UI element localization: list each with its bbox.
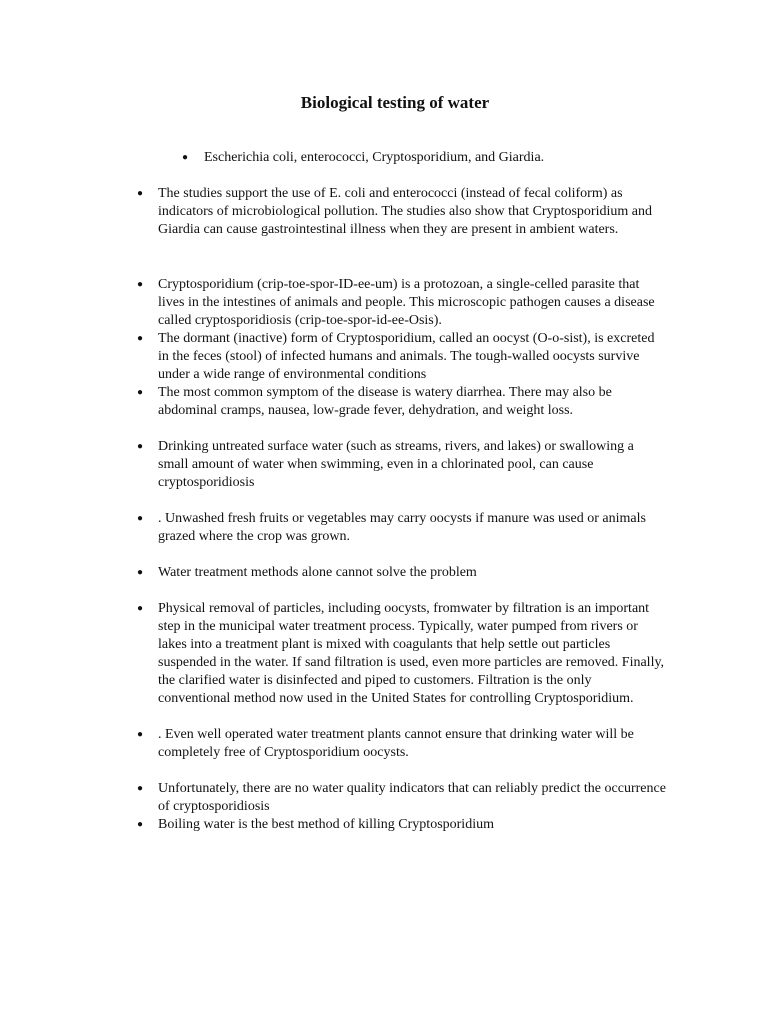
list-item-text: . Unwashed fresh fruits or vegetables may carry oocysts if manure was used or animals grazed where the crop was grown.: [158, 511, 646, 544]
bullet-icon: ●: [137, 279, 144, 290]
bullet-icon: ●: [137, 729, 144, 740]
bullet-icon: ●: [182, 152, 189, 163]
intro-item-text: Escherichia coli, enterococci, Cryptosporidium, and Giardia.: [204, 150, 545, 165]
bullet-icon: ●: [137, 188, 144, 199]
bullet-icon: ●: [137, 387, 144, 398]
bullet-icon: ●: [137, 333, 144, 344]
main-bullet-list: [137, 185, 667, 834]
bullet-icon: ●: [137, 441, 144, 452]
list-item: [137, 384, 667, 420]
bullet-icon: ●: [137, 603, 144, 614]
list-item: [137, 816, 667, 834]
list-item: [137, 510, 667, 546]
list-item: [137, 185, 667, 239]
bullet-icon: ●: [137, 513, 144, 524]
bullet-icon: ●: [137, 567, 144, 578]
intro-list: [182, 149, 722, 167]
list-item-text: Water treatment methods alone cannot solve the problem: [158, 565, 477, 580]
list-item: [137, 330, 667, 384]
list-item-text: Cryptosporidium (crip-toe-spor-ID-ee-um) is a protozoan, a single-celled parasite that lives in the intestines of animals and people. This microscopic pathogen causes a disease called cryptosporidiosis (crip-toe-spor-id-ee-Osis).: [158, 277, 655, 328]
list-item: [137, 564, 667, 582]
intro-list-item: [182, 149, 722, 167]
list-item-text: . Even well operated water treatment plants cannot ensure that drinking water will be completely free of Cryptosporidium oocysts.: [158, 727, 634, 760]
document-title: Biological testing of water: [300, 93, 490, 112]
list-item: [137, 600, 667, 708]
list-item-text: Drinking untreated surface water (such as streams, rivers, and lakes) or swallowing a small amount of water when swimming, even in a chlorinated pool, can cause cryptosporidiosis: [158, 439, 634, 490]
list-item-text: Unfortunately, there are no water quality indicators that can reliably predict the occurrence of cryptosporidiosis: [158, 781, 666, 814]
list-item: [137, 726, 667, 762]
list-item-text: The dormant (inactive) form of Cryptosporidium, called an oocyst (O-o-sist), is excreted in the feces (stool) of infected humans and animals. The tough-walled oocysts survive under a wide range of environmental conditions: [158, 331, 655, 382]
list-item-text: The studies support the use of E. coli and enterococci (instead of fecal coliform) as indicators of microbiological pollution. The studies also show that Cryptosporidium and Giardia can cause gastrointestinal illness when they are present in ambient waters.: [158, 186, 652, 237]
bullet-icon: ●: [137, 819, 144, 830]
bullet-icon: ●: [137, 783, 144, 794]
list-item: [137, 276, 667, 330]
list-item-text: Boiling water is the best method of killing Cryptosporidium: [158, 817, 494, 832]
list-item-text: The most common symptom of the disease is watery diarrhea. There may also be abdominal cramps, nausea, low-grade fever, dehydration, and weight loss.: [158, 385, 612, 418]
list-item-text: Physical removal of particles, including oocysts, fromwater by filtration is an important step in the municipal water treatment process. Typically, water pumped from rivers or lakes into a treatment plant is mixed with coagulants that help settle out particles suspended in the water. If sand filtration is used, even more particles are removed. Finally, the clarified water is disinfected and piped to customers. Filtration is the only conventional method now used in the United States for controlling Cryptosporidium.: [158, 601, 665, 706]
list-item: [137, 780, 667, 816]
list-item: [137, 438, 667, 492]
